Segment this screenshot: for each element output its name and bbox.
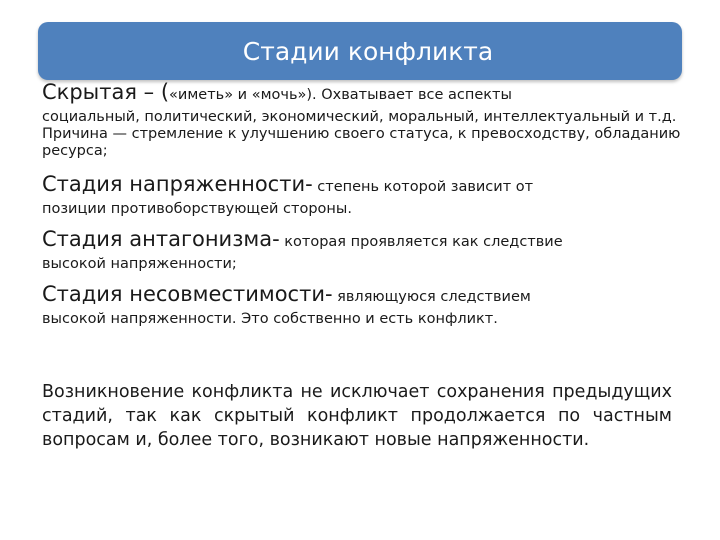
stage-name: Стадия несовместимости-	[42, 282, 333, 306]
stage-item-incompatibility	[42, 280, 682, 328]
stage-item-tension	[42, 170, 682, 218]
stage-name: Стадия антагонизма-	[42, 227, 280, 251]
stage-lead: которая проявляется как следствие	[279, 234, 563, 250]
stage-description: высокой напряженности;	[42, 256, 237, 272]
title-banner	[38, 22, 682, 80]
stage-description: социальный, политический, экономический, моральный, интеллектуальный и т.д. Причина — стремление к улучшению своего статуса, к превосходству, обладанию ресурса;	[42, 109, 681, 159]
stage-description: позиции противоборствующей стороны.	[42, 201, 352, 217]
stage-lead: «иметь» и «мочь»). Охватывает все аспекты	[169, 87, 512, 103]
conclusion-paragraph: Возникновение конфликта не исключает сохранения предыдущих стадий, так как скрытый конфликт продолжается по частным вопросам и, более того, возникают новые напряженности.	[42, 382, 672, 450]
stage-name: Стадия напряженности-	[42, 172, 313, 196]
slide-title: Стадии конфликта	[242, 36, 494, 66]
stage-description: высокой напряженности. Это собственно и есть конфликт.	[42, 311, 498, 327]
stages-list	[42, 78, 682, 328]
stage-item-latent	[42, 78, 682, 160]
stage-lead: степень которой зависит от	[312, 179, 534, 195]
stage-item-antagonism	[42, 225, 682, 273]
stage-lead: являющуюся следствием	[332, 289, 531, 305]
stage-name: Скрытая – (	[42, 80, 170, 104]
